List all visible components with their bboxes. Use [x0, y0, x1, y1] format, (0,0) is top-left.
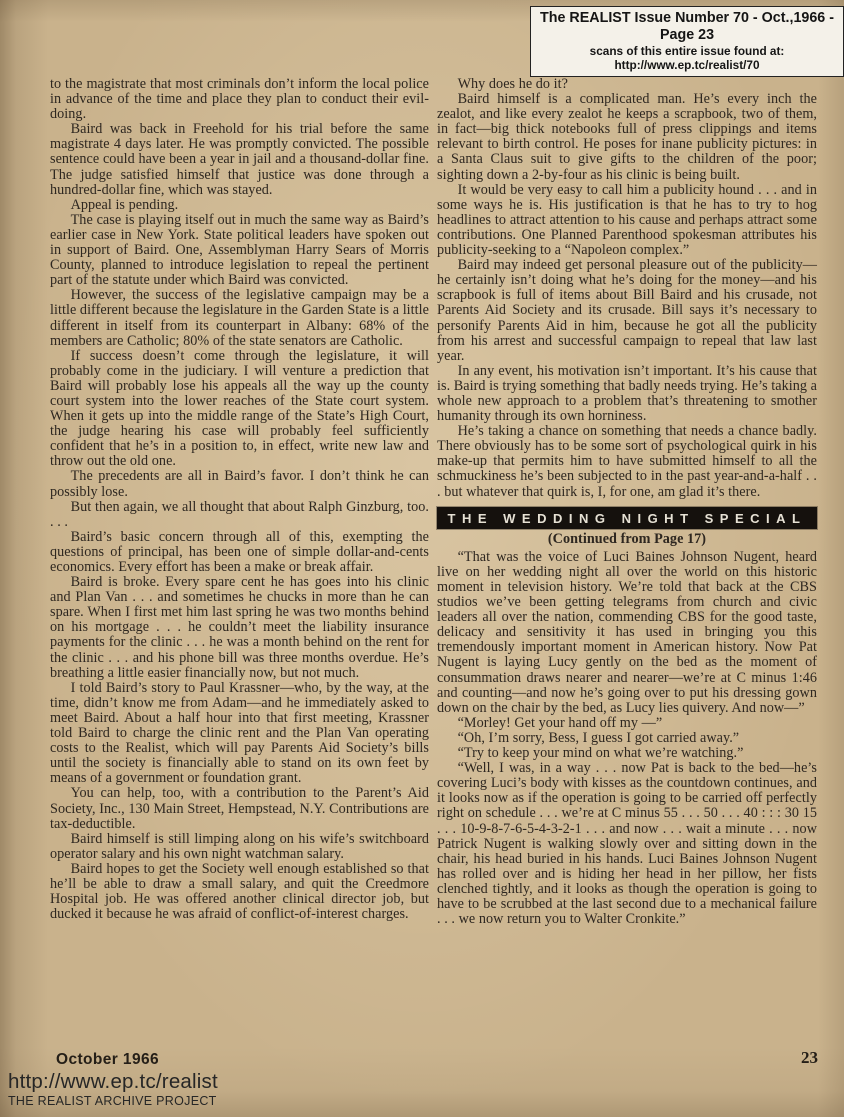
paragraph: “Morley! Get your hand off my —” — [457, 714, 663, 731]
paragraph: However, the success of the legislative campaign may be a little different because the legislature in the Garden State is a little different in itself from its counterpart in Albany: 68% of the members are Catholic; 80% of the state senators are Catholic. — [50, 287, 429, 349]
paragraph: It would be very easy to call him a publicity hound . . . and in some ways he is. His justification is that he has to try to hog headlines to attract attention to his cause and perhaps attract some contributions. One Planned Parenthood spokesman attributes his publicity-seeking to a “Napoleon complex.” — [437, 181, 817, 259]
issue-title: The REALIST Issue Number 70 - Oct.,1966 - Page 23 — [540, 10, 834, 43]
issue-date: October 1966 — [56, 1051, 160, 1068]
paragraph: Why does he do it? — [457, 76, 569, 92]
paragraph: “Oh, I’m sorry, Bess, I guess I got carried away.” — [457, 729, 740, 746]
paragraph: “That was the voice of Luci Baines Johnson Nugent, heard live on her wedding night all over the world on this historic moment in television history. We’re told that back at the CBS studios we’ve been getting telegrams from church and civic leaders all over the nation, commending CBS for the good taste, delicacy and sensitivity it has used in bringing you this tremendously important moment in American history. Now Pat Nugent is laying Lucy gently on the bed as the moment of consummation draws nearer and nearer—we’re at C minus 1:46 and counting—and now he’s going over to put his dressing gown down on the chair by the bed, as Lucy lies quivery. And now—” — [437, 548, 817, 716]
paragraph: I told Baird’s story to Paul Krassner—who, by the way, at the time, didn’t know me from Adam—and he immediately asked to meet Baird. About a half hour into that first meeting, Krassner told Baird to charge the clinic rent and the Plan Van operating costs to the Realist, which will pay Parents Aid Society’s bills until the society is financially able to stand on its own feet by means of a government or foundation grant. — [50, 679, 429, 787]
paragraph: If success doesn’t come through the legislature, it will probably come in the judiciary. I will venture a prediction that Baird will probably lose his appeals all the way up the county court system into the lower reaches of the State court system. When it gets up into the middle range of the State’s High Court, the judge hearing his case will probably feel sufficiently confident that he’s in a position to, in effect, write new law and throw out the old one. — [50, 347, 429, 470]
paragraph: You can help, too, with a contribution to the Parent’s Aid Society, Inc., 130 Main Street, Hempstead, N.Y. Contributions are tax-deductible. — [50, 785, 429, 832]
paragraph: He’s taking a chance on something that needs a chance badly. There obviously has to be some sort of psychological quirk in his make-up that permits him to have submitted himself to all the schmuckiness he’s been subjected to in the past year-and-a-half . . . but whatever that quirk is, I, for one, am glad it’s there. — [437, 423, 817, 500]
continued-from-note: (Continued from Page 17) — [547, 530, 707, 547]
paragraph: Baird himself is a complicated man. He’s every inch the zealot, and like every zealot he keeps a scrapbook, two of them, in fact—big thick notebooks full of press clippings and items relevant to birth control. He poses for inane publicity pictures: in a Santa Claus suit to give gifts to the children of the poor; sighting down a 2-by-four as his clinic is being built. — [437, 91, 817, 183]
paragraph: The precedents are all in Baird’s favor. I don’t think he can possibly lose. — [50, 468, 429, 500]
section-banner: THE WEDDING NIGHT SPECIAL — [437, 507, 817, 529]
paragraph: In any event, his motivation isn’t important. It’s his cause that is. Baird is trying something that badly needs trying. He’s taking a whole new approach to a problem that’s threatening to smother humanity through its own horniness. — [437, 362, 817, 425]
paragraph: Baird’s basic concern through all of this, exempting the questions of principal, has been one of simple dollar-and-cents economics. Every effort has been a make or break affair. — [50, 528, 429, 575]
right-column — [437, 77, 817, 927]
paragraph: Baird is broke. Every spare cent he has goes into his clinic and Plan Van . . . and sometimes he chucks in more than he can spare. When I first met him last spring he was two months behind on his mortgage . . . he couldn’t meet the liability insurance payments for the clinic . . . he was a month behind on the rent for the clinic . . . and his phone bill was three months overdue. He’s breathing a little easier financially now, but not much. — [50, 574, 429, 681]
paragraph: “Well, I was, in a way . . . now Pat is back to the bed—he’s covering Luci’s body with kisses as the countdown continues, and it looks now as if the operation is going to be carried off perfectly right on schedule . . . we’re at C minus 55 . . . 50 . . . 40 : : : 30 15 . . . 10-9-8-7-6-5-4-3-2-1 . . . and now . . . wait a minute . . . now Patrick Nugent is walking slowly over and sitting down in the chair, his head buried in his hands. Luci Baines Johnson Nugent has rolled over and is hiding her head in her pillow, her fists clenched tightly, and it looks as though the operation is going to have to be scrubbed at the last second due to a mechanical failure . . . we now return you to Walter Cronkite.” — [437, 760, 817, 928]
paragraph: to the magistrate that most criminals don’t inform the local police in advance of the time and place they plan to conduct their evil-doing. — [50, 76, 429, 123]
scan-attribution-box — [530, 6, 844, 77]
paragraph: “Try to keep your mind on what we’re watching.” — [457, 745, 744, 762]
page-number: 23 — [801, 1048, 818, 1067]
archive-project-label: THE REALIST ARCHIVE PROJECT — [8, 1094, 217, 1108]
scan-source-url: scans of this entire issue found at: http://www.ep.tc/realist/70 — [589, 44, 785, 72]
paragraph: But then again, we all thought that about Ralph Ginzburg, too. . . . — [50, 498, 429, 530]
archive-url: http://www.ep.tc/realist — [8, 1070, 218, 1093]
paragraph: Baird may indeed get personal pleasure out of the publicity—he certainly isn’t doing what he’s doing for the money—and his scrapbook is full of items about Bill Baird and his crusade, not Parents Aid Society and its crusade. Bill says it’s necessary to personify Parents Aid in him, because he got all the publicity from his arrest and successful campaign to repeal that law last year. — [437, 257, 817, 364]
paragraph: Appeal is pending. — [70, 196, 179, 213]
paragraph: Baird himself is still limping along on his wife’s switchboard operator salary and his own night watchman salary. — [50, 830, 429, 862]
paragraph: Baird hopes to get the Society well enough established so that he’ll be able to draw a small salary, and quit the Creedmore Hospital job. He was offered another clinical director job, but ducked it because he was afraid of conflict-of-interest charges. — [50, 860, 429, 923]
left-column — [50, 77, 429, 922]
paragraph: Baird was back in Freehold for his trial before the same magistrate 4 days later. He was promptly convicted. The possible sentence could have been a year in jail and a thousand-dollar fine. The judge satisfied himself that justice was done through a hundred-dollar fine, which was stayed. — [50, 121, 429, 198]
paragraph: The case is playing itself out in much the same way as Baird’s earlier case in New York. State political leaders have spoken out in support of Baird. One, Assemblyman Harry Sears of Morris County, planned to introduce legislation to repeal the pertinent part of the statute under which Baird was convicted. — [50, 211, 429, 289]
